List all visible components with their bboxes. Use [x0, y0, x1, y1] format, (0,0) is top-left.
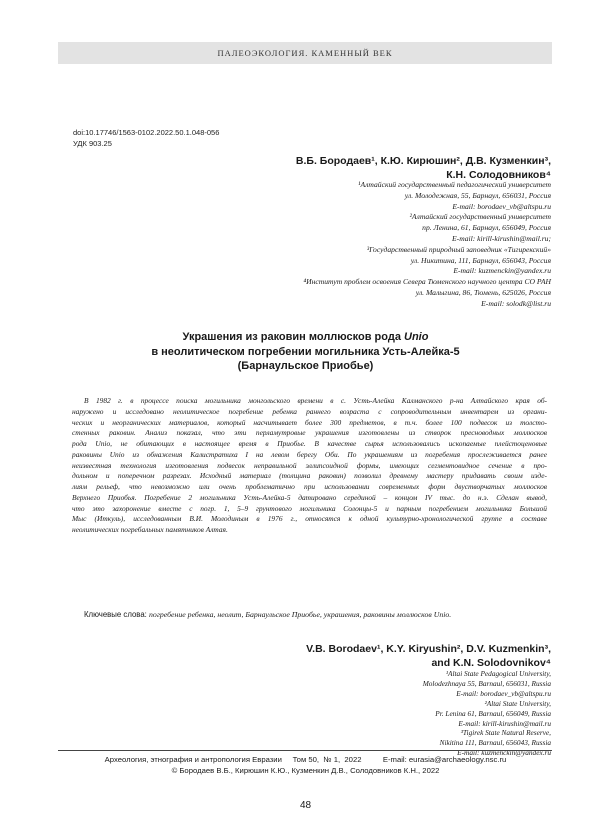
abstract-line: наружено и исследовано неолитическое погребение ребенка раннего возраста с сопроводительным инвентарем из органи-: [72, 406, 547, 416]
keywords-text: погребение ребенка, неолит, Барнаульское Приобье, украшения, раковины моллюсков Unio.: [149, 610, 452, 619]
title-line3: (Барнаульское Приобье): [237, 360, 374, 372]
abstract-line: Мыс (Иткуль), исследованным В.И. Молодиным в 1976 г., относятся к одной культурно-хронологической группе в составе: [72, 514, 547, 524]
affiliation-ru-line: ⁴Институт проблем освоения Севера Тюменского научного центра СО РАН: [303, 277, 551, 287]
affiliation-en-line: Molodezhnaya 55, Barnaul, 656031, Russia: [422, 678, 551, 688]
footer-copyright-line: © Бородаев В.Б., Кирюшин К.Ю., Кузменкин Д.В., Солодовников К.Н., 2022: [171, 766, 440, 775]
affiliation-ru-line: ул. Молодежная, 55, Барнаул, 656031, Россия: [404, 190, 551, 200]
abstract-line: дольном и поперечном разрезах. Исходный материал (толщина раковин) позволил древнему мастеру придавать своим изде-: [72, 471, 547, 481]
abstract-line: что это захоронение вместе с погр. 1, 5–9 грунтового могильника Солонцы-5 и парным погребением могильника Большой: [72, 503, 547, 513]
affiliation-en-line: ¹Altai State Pedagogical University,: [445, 669, 551, 678]
affiliation-en-line: E-mail: kirill-kirushin@mail.ru: [458, 718, 551, 728]
authors-en-line2: and K.N. Solodovnikov⁴: [431, 657, 551, 669]
title-line2: в неолитическом погребении могильника Усть-Алейка-5: [151, 345, 460, 358]
footer-journal-line: Археология, этнография и антропология Евразии Том 50, № 1, 2022 E-mail: eurasia@archaeology.nsc.ru: [104, 755, 507, 764]
affiliation-en-line: ³Tigirek State Natural Reserve,: [460, 728, 551, 738]
affiliation-en-line: E-mail: borodaev_vb@altspu.ru: [456, 688, 551, 698]
affiliation-ru-line: ул. Никитина, 111, Барнаул, 656043, Россия: [410, 255, 551, 265]
affiliation-ru-line: E-mail: kirill-kirushin@mail.ru;: [452, 233, 551, 243]
affiliation-ru-line: ул. Малыгина, 86, Тюмень, 625026, Россия: [415, 287, 551, 297]
affiliation-ru-line: ¹Алтайский государственный педагогический университет: [358, 180, 551, 189]
title-genus: Unio: [404, 331, 429, 343]
abstract-line: стенных раковин. Анализ показал, что эти перламутровые украшения изготовлены из створок пресноводных моллюсков: [72, 428, 547, 438]
affiliations-ru: [303, 180, 551, 310]
article-title: [0, 330, 611, 374]
affiliation-ru-line: E-mail: solodk@list.ru: [481, 298, 551, 308]
abstract-line: ческих и неорганических материалов, который насчитывает более 300 предметов, в т.ч. более 100 подвесок из толсто-: [72, 417, 547, 427]
title-line1-text: Украшения из раковин моллюсков рода: [182, 331, 405, 343]
affiliation-ru-line: ³Государственный природный заповедник «Тигирекский»: [366, 244, 551, 254]
abstract-line: раковины Unio из обнажения Калистратиха I на левом берегу Оби. По украшениям из погребения прослеживается ранее: [72, 449, 547, 459]
authors-ru: [296, 154, 551, 182]
affiliation-ru-line: пр. Ленина, 61, Барнаул, 656049, Россия: [422, 223, 551, 233]
abstract-line: В 1982 г. в процессе поиска могильника монгольского времени в с. Усть-Алейка Калманского р-на Алтайского края об-: [84, 396, 547, 405]
authors-en-line1: V.B. Borodaev¹, K.Y. Kiryushin², D.V. Kuzmenkin³,: [306, 643, 551, 655]
page-number: 48: [299, 800, 312, 811]
affiliation-en-line: E-mail: kuzmenckin@yandex.ru: [457, 748, 551, 758]
abstract-line: Верхнего Приобья. Погребение 2 могильника Усть-Алейка-5 датировано серединой – концом IV тыс. до н.э. Сделан вывод,: [72, 492, 547, 502]
keywords: [84, 610, 451, 619]
doi-line: doi:10.17746/1563-0102.2022.50.1.048-056: [73, 128, 220, 137]
authors-ru-line2: К.Н. Солодовников⁴: [446, 169, 551, 181]
affiliation-ru-line: E-mail: kuzmenckin@yandex.ru: [453, 266, 551, 276]
abstract-line: рода Unio, не обитающих в настоящее время в Приобье. В качестве сырья использовались ископаемые плейстоценовые: [72, 439, 547, 448]
keywords-label: Ключевые слова:: [84, 610, 147, 619]
authors-ru-line1: В.Б. Бородаев¹, К.Ю. Кирюшин², Д.В. Кузменкин³,: [295, 155, 551, 167]
affiliation-ru-line: E-mail: borodaev_vb@altspu.ru: [452, 201, 551, 211]
authors-en: [306, 642, 551, 670]
section-header-bar: [58, 42, 552, 64]
abstract-line: неизвестная технология изготовления подвесок неправильной эллипсоидной формы, имеющих сегментовидное сечение в про-: [72, 460, 547, 470]
affiliation-en-line: Pr. Lenina 61, Barnaul, 656049, Russia: [435, 708, 551, 718]
affiliation-en-line: ²Altai State University,: [484, 698, 551, 708]
affiliations-en: [423, 669, 551, 758]
abstract-line: неолитических погребальных памятников Алтая.: [72, 525, 228, 534]
affiliation-en-line: Nikitina 111, Barnaul, 656043, Russia: [439, 738, 551, 748]
abstract-line: лиям рельеф, что невозможно или очень проблематично при использовании современных форм двустворчатых моллюсков: [72, 482, 547, 491]
footer-rule: [58, 750, 552, 751]
affiliation-ru-line: ²Алтайский государственный университет: [409, 212, 551, 222]
abstract: [72, 396, 547, 536]
title-line1: [0, 330, 611, 345]
section-header-text: ПАЛЕОЭКОЛОГИЯ. КАМЕННЫЙ ВЕК: [217, 48, 393, 58]
udk-line: УДК 903.25: [73, 139, 112, 148]
